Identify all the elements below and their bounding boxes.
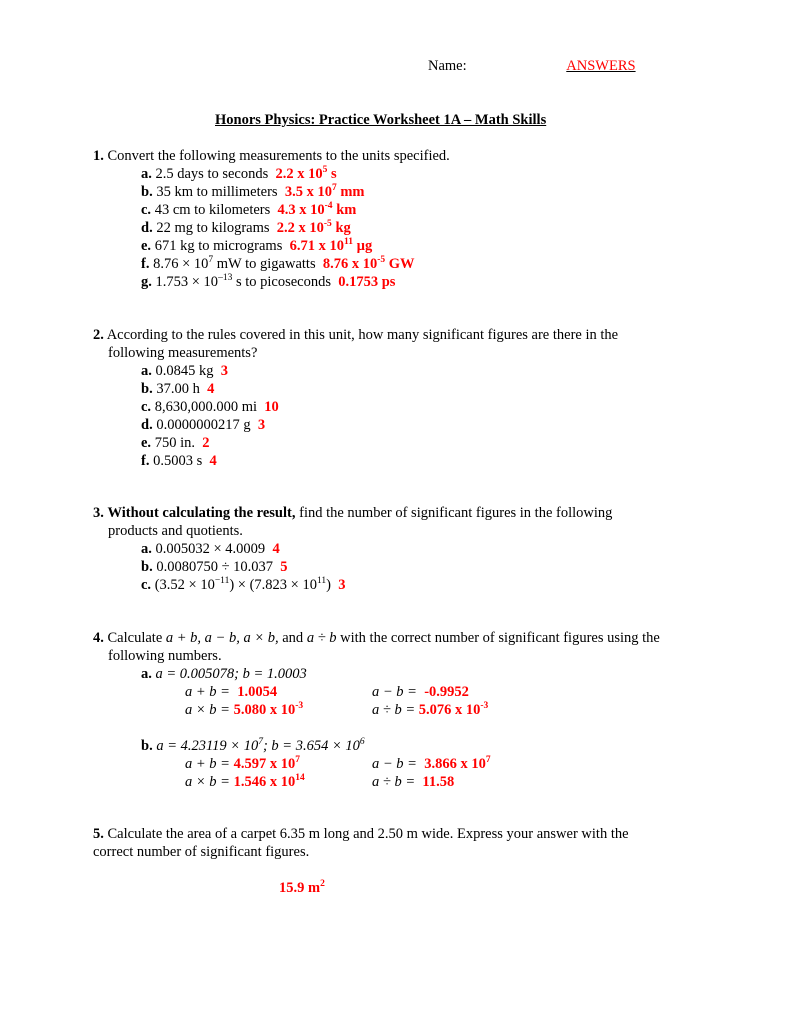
q4b-prod-answer: 1.546 x $10^{14}$ — [233, 773, 305, 790]
q3-item-a: a. 0.005032 × 4.0009 4 — [141, 541, 280, 557]
q4a-quot: a ÷ b = 5.076 x $10^{-3}$ — [372, 701, 489, 718]
name-answer: ANSWERS — [566, 58, 636, 74]
q2-answer-b: 4 — [207, 381, 215, 397]
q4a-diff-answer: -0.9952 — [424, 684, 469, 700]
q1-item-a: a. 2.5 days to seconds 2.2 x $10^5$ s — [141, 165, 337, 182]
worksheet-title: Honors Physics: Practice Worksheet 1A – Math Skills — [215, 112, 547, 128]
q4-prompt: 4. Calculate a + b, a − b, a × b, and a ÷ b with the correct number of significant figures using the — [93, 630, 660, 646]
q2-item-e: e. 750 in. 2 — [141, 435, 210, 451]
q3-item-c: c. $(3.52 \times 10^{-11}) \times (7.823 \times 10^{11})$ 3 — [141, 576, 346, 593]
q1-item-c: c. 43 cm to kilometers 4.3 x $10^{-4}$ km — [141, 201, 357, 218]
q4a-diff: a − b = -0.9952 — [372, 684, 469, 700]
q4a-quot-answer: 5.076 x $10^{-3}$ — [418, 701, 489, 718]
name-line — [428, 57, 690, 75]
q1-item-d: d. 22 mg to kilograms 2.2 x $10^{-5}$ kg — [141, 219, 351, 236]
q1-item-b: b. 35 km to millimeters 3.5 x $10^7$ mm — [141, 183, 365, 200]
name-blank — [470, 58, 689, 74]
q4a-prod: a × b = 5.080 x $10^{-3}$ — [185, 701, 304, 718]
q2-answer-e: 2 — [202, 435, 210, 451]
q1-item-f: f. $8.76 \times 10^7$ mW to gigawatts 8.76 x $10^{-5}$ GW — [141, 255, 415, 272]
q1-prompt-text: Convert the following measurements to the units specified. — [107, 148, 450, 164]
q5-prompt: 5. Calculate the area of a carpet 6.35 m long and 2.50 m wide. Express your answer with the — [93, 826, 629, 842]
q1-number: 1. — [93, 148, 104, 164]
q2-item-d: d. 0.0000000217 g 3 — [141, 417, 266, 433]
q4b-sum-answer: 4.597 x $10^7$ — [233, 755, 300, 772]
q4b-quot: a ÷ b = 11.58 — [372, 774, 455, 790]
q2-answer-f: 4 — [209, 453, 217, 469]
q5-prompt-line2: correct number of significant figures. — [93, 844, 310, 860]
q1-answer-c: 4.3 x $10^{-4}$ km — [277, 201, 357, 218]
q2-item-c: c. 8,630,000.000 mi 10 — [141, 399, 279, 415]
q2-prompt: 2. According to the rules covered in this unit, how many significant figures are there in the — [93, 327, 619, 343]
q4b-diff-answer: 3.866 x $10^7$ — [424, 755, 491, 772]
q3-answer-b: 5 — [280, 559, 288, 575]
q4b-prod: a × b = 1.546 x $10^{14}$ — [185, 773, 305, 790]
q2-number: 2. — [93, 327, 104, 343]
q5-answer: 15.9 $m^2$ — [279, 879, 325, 896]
q4b-sum: a + b = 4.597 x $10^7$ — [185, 755, 300, 772]
q3-prompt-line2: products and quotients. — [108, 523, 243, 539]
q1-answer-a: 2.2 x $10^5$ s — [275, 165, 337, 182]
q1-answer-f: 8.76 x $10^{-5}$ GW — [322, 255, 415, 272]
q2-prompt-line2: following measurements? — [108, 345, 258, 361]
q2-item-f: f. 0.5003 s 4 — [141, 453, 217, 469]
q1-item-g: g. $1.753 \times 10^{-13}$ s to picoseconds 0.1753 ps — [141, 273, 396, 290]
q1-item-e: e. 671 kg to micrograms 6.71 x $10^{11}$ µg — [141, 237, 373, 254]
q4-number: 4. — [93, 630, 104, 646]
q3-item-b: b. 0.0080750 ÷ 10.037 5 — [141, 559, 288, 575]
q4a-given: a. a = 0.005078; b = 1.0003 — [141, 666, 307, 682]
q1-answer-g: 0.1753 ps — [338, 274, 396, 290]
q4-prompt-line2: following numbers. — [108, 648, 222, 664]
q3-prompt: 3. Without calculating the result, find the number of significant figures in the following — [93, 505, 613, 521]
name-label: Name: — [428, 58, 467, 74]
q2-answer-d: 3 — [257, 417, 266, 433]
q1-prompt — [93, 147, 450, 165]
q2-item-a: a. 0.0845 kg 3 — [141, 363, 228, 379]
q3-answer-a: 4 — [272, 541, 280, 557]
q4b-diff: a − b = 3.866 x $10^7$ — [372, 755, 491, 772]
q2-answer-c: 10 — [264, 399, 279, 415]
q4a-sum-answer: 1.0054 — [237, 684, 278, 700]
q4a-sum: a + b = 1.0054 — [185, 684, 278, 700]
q2-item-b: b. 37.00 h 4 — [141, 381, 215, 397]
q1-answer-d: 2.2 x $10^{-5}$ kg — [276, 219, 351, 236]
q1-answer-b: 3.5 x $10^7$ mm — [284, 183, 365, 200]
q5-number: 5. — [93, 826, 104, 842]
q3-number: 3. — [93, 505, 104, 521]
q4a-prod-answer: 5.080 x $10^{-3}$ — [233, 701, 304, 718]
q2-answer-a: 3 — [220, 363, 228, 379]
q3-bold-lead: Without calculating the result, — [107, 505, 296, 521]
q1-answer-e: 6.71 x $10^{11}$ µg — [289, 237, 373, 254]
q4b-quot-answer: 11.58 — [422, 774, 455, 790]
q3-answer-c: 3 — [338, 577, 346, 593]
q4b-given: b. $a = 4.23119 \times 10^7$; $b = 3.654 \times 10^6$ — [141, 737, 365, 754]
